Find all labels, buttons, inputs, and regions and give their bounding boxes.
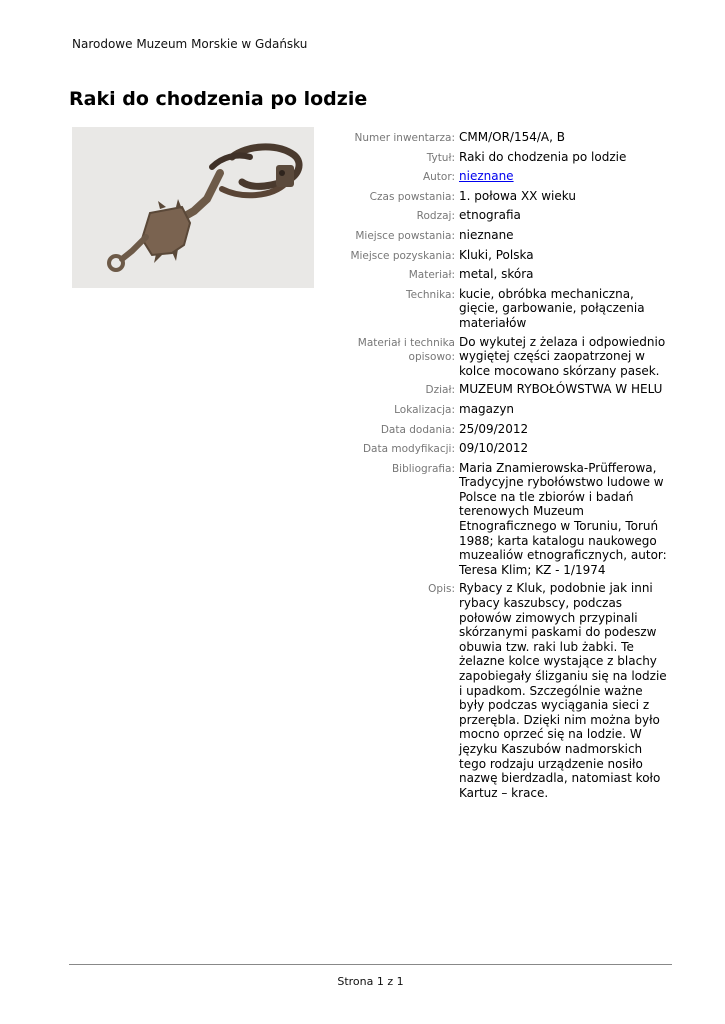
field-label: Bibliografia: [391,462,455,475]
field-label: Autor: [422,171,455,184]
field-row [340,150,670,166]
field-label: Miejsce pozyskania: [350,249,455,262]
field-label: Data modyfikacji: [362,443,455,456]
field-value: 09/10/2012 [459,441,529,456]
field-label: Technika: [406,288,455,301]
field-row [340,441,670,457]
field-row [340,402,670,418]
field-label: Opis: [428,583,455,596]
field-label: Miejsce powstania: [355,229,455,242]
field-value: nieznane [459,227,514,242]
field-value: MUZEUM RYBOŁÓWSTWA W HELU [459,382,663,397]
field-value: Maria Znamierowska-Prüfferowa, Tradycyjne rybołówstwo ludowe w Polsce na tle zbiorów i badań terenowych Muzeum Etnograficznego w Toruniu, Toruń 1988; karta katalogu naukowego muzealiów etnograficznych, autor: Teresa Klim; KZ - 1/1974 [459,460,667,577]
field-label: Materiał i technika opisowo: [357,336,455,364]
field-value: Raki do chodzenia po lodzie [459,149,627,164]
field-row [340,208,670,224]
field-value: Do wykutej z żelaza i odpowiednio wygiętej części zaopatrzonej w kolce mocowano skórzany pasek. [459,334,666,378]
field-label: Dział: [425,384,455,397]
field-value: kucie, obróbka mechaniczna, gięcie, garbowanie, połączenia materiałów [459,286,645,330]
field-value: metal, skóra [459,267,534,282]
field-value: etnografia [459,208,521,223]
field-label: Numer inwentarza: [354,132,455,144]
author-link[interactable]: nieznane [459,169,514,184]
ice-crampon-illustration [72,127,314,288]
field-row [340,189,670,205]
field-row [340,228,670,244]
field-row [340,422,670,438]
field-row [340,581,670,800]
field-row [340,287,670,331]
field-label: Materiał: [408,269,455,282]
field-value: Rybacy z Kluk, podobnie jak inni rybacy kaszubscy, podczas połowów zimowych przypinali skórzanymi paskami do podeszw obuwia tzw. raki lub żabki. Te żelazne kolce wystające z blachy zapobiegały ślizganiu się na lodzie i upadkom. Szczególnie ważne były podczas wyciągania sieci z przerębla. Dzięki nim można było mocno oprzeć się na lodzie. W języku Kaszubów nadmorskich tego rodzaju urządzenie nosiło nazwę bierdzadla, natomiast koło Kartuz – krace. [459,581,667,800]
page-title: Raki do chodzenia po lodzie [69,88,368,110]
field-value: Kluki, Polska [459,247,534,262]
field-row [340,267,670,283]
field-row [340,335,670,379]
page-number: Strona 1 z 1 [337,975,404,988]
field-value: CMM/OR/154/A, B [459,130,565,144]
field-label: Tytuł: [426,151,455,164]
institution-header: Narodowe Muzeum Morskie w Gdańsku [72,37,308,51]
field-row [340,461,670,578]
field-label: Data dodania: [380,423,455,436]
field-label: Czas powstania: [369,190,455,203]
field-row [340,382,670,398]
field-value: 25/09/2012 [459,421,529,436]
field-label: Rodzaj: [416,210,455,223]
metadata-fields [340,130,670,804]
field-row [340,169,670,185]
field-value: magazyn [459,401,515,416]
field-row [340,130,670,146]
footer-divider [69,964,672,965]
object-photo [72,127,314,288]
field-label: Lokalizacja: [394,403,455,416]
field-row [340,248,670,264]
field-value: 1. połowa XX wieku [459,188,576,203]
